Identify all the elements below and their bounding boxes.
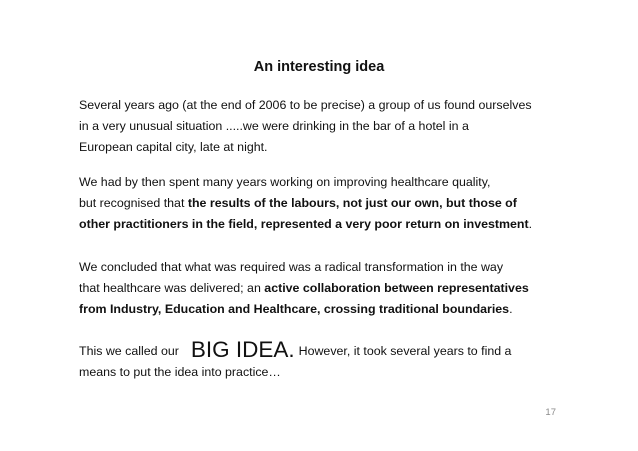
paragraph-1-line-3: European capital city, late at night. [79, 140, 268, 154]
paragraph-2-emphasis-2: other practitioners in the field, represented a very poor return on investment [79, 217, 529, 231]
paragraph-3-line-2-text: that healthcare was delivered; an [79, 281, 265, 295]
paragraph-4-continuation: However, it took several years to find a [298, 344, 512, 358]
paragraph-3-line-3 [79, 299, 609, 320]
paragraph-3-emphasis-1: active collaboration between representatives [264, 281, 529, 295]
paragraph-1-line-1: Several years ago (at the end of 2006 to be precise) a group of us found ourselves [79, 98, 532, 112]
slide-title: An interesting idea [253, 59, 385, 75]
paragraph-2-line-2 [79, 193, 609, 214]
paragraph-2-line-3-tail: . [528, 217, 533, 231]
paragraph-2 [79, 172, 609, 235]
paragraph-4-line-2: means to put the idea into practice… [79, 365, 281, 379]
paragraph-2-line-1: We had by then spent many years working on improving healthcare quality, [79, 175, 491, 189]
paragraph-1 [79, 95, 609, 158]
paragraph-4 [79, 338, 609, 383]
paragraph-3-line-1: We concluded that what was required was a radical transformation in the way [79, 260, 504, 274]
paragraph-3 [79, 257, 609, 320]
paragraph-4-line-1 [79, 338, 609, 362]
paragraph-2-line-2-text: but recognised that [79, 196, 188, 210]
paragraph-3-line-3-tail: . [509, 302, 513, 316]
paragraph-3-emphasis-2: from Industry, Education and Healthcare, crossing traditional boundaries [79, 302, 510, 316]
paragraph-4-intro: This we called our [79, 344, 179, 358]
paragraph-1-line-2: in a very unusual situation .....we were drinking in the bar of a hotel in a [79, 119, 469, 133]
big-idea-text: BIG IDEA. [190, 337, 295, 362]
paragraph-2-emphasis-1: the results of the labours, not just our own, but those of [187, 196, 517, 210]
paragraph-3-line-2 [79, 278, 609, 299]
page-number: 17 [545, 407, 556, 418]
paragraph-2-line-3 [79, 214, 609, 235]
